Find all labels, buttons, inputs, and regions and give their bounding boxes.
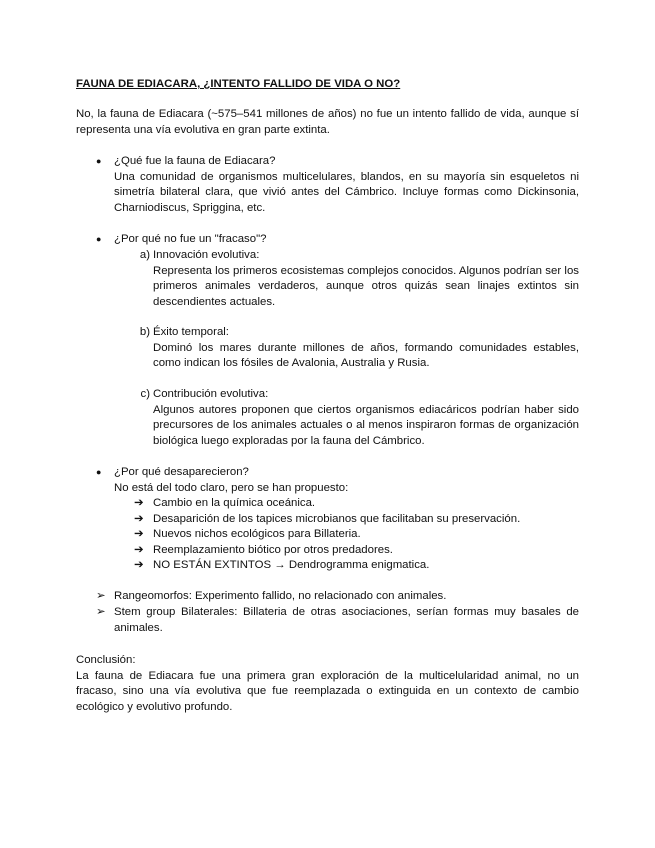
subitem-body: Algunos autores proponen que ciertos organismos ediacáricos podrían haber sido precursores de los animales actuales o al menos inspiraron formas de organización biológica luego exploradas por la fauna del Cámbrico. bbox=[153, 403, 579, 447]
arrow-right-icon: ➔ bbox=[134, 512, 144, 525]
subitem-body: Dominó los mares durante millones de años, formando comunidades estables, como indican los fósiles de Avalonia, Australia y Rusia. bbox=[153, 341, 579, 369]
subitem-label: c) bbox=[140, 388, 150, 400]
intro-paragraph: No, la fauna de Ediacara (~575–541 millones de años) no fue un intento fallido de vida, aunque sí representa una vía evolutiva en gran parte extinta. bbox=[76, 108, 579, 136]
conclusion-label: Conclusión: bbox=[76, 654, 136, 666]
arrow-item-text: Cambio en la química oceánica. bbox=[153, 497, 316, 509]
subitem-heading: Éxito temporal: bbox=[153, 326, 229, 338]
arrow-item-text: Reemplazamiento biótico por otros predadores. bbox=[153, 543, 393, 556]
subitem-body: Representa los primeros ecosistemas complejos conocidos. Algunos podrían ser los primeros animales verdaderos, aunque otros quizás sean linajes extintos sin descendientes actuales. bbox=[153, 264, 579, 308]
arrow-right-icon: ➔ bbox=[134, 497, 144, 509]
conclusion-body: La fauna de Ediacara fue una primera gran exploración de la multicelularidad animal, no un fracaso, sino una vía evolutiva que fue reemplazada o extinguida en un contexto de cambio ecológico y evolutivo profundo. bbox=[76, 669, 579, 713]
arrow-right-icon: ➔ bbox=[134, 528, 144, 540]
bullet-body: Una comunidad de organismos multicelulares, blandos, en su mayoría sin esqueletos ni simetría bilateral clara, que vivió antes del Cámbrico. Incluye formas como Dickinsonia, Charniodiscus, Spriggina, etc. bbox=[114, 170, 579, 214]
bullet-heading: ¿Por qué no fue un "fracaso"? bbox=[114, 233, 267, 245]
arrow-item-text: NO ESTÁN EXTINTOS → Dendrogramma enigmatica. bbox=[153, 559, 430, 571]
bullet-heading: ¿Por qué desaparecieron? bbox=[114, 466, 249, 478]
bullet-dot-icon: ● bbox=[96, 156, 102, 166]
triangle-arrow-icon: ➢ bbox=[96, 606, 106, 618]
subitem-heading: Innovación evolutiva: bbox=[153, 249, 260, 261]
subitem-label: b) bbox=[139, 326, 150, 338]
bullet-dot-icon: ● bbox=[96, 234, 102, 244]
arrow-right-icon: ➔ bbox=[134, 559, 144, 571]
triangle-arrow-icon: ➢ bbox=[96, 590, 106, 602]
arrow-item-text: Nuevos nichos ecológicos para Billateria. bbox=[153, 528, 361, 540]
arrow-item-text: Desaparición de los tapices microbianos que facilitaban su preservación. bbox=[153, 512, 521, 525]
bullet-dot-icon: ● bbox=[96, 467, 102, 477]
tri-item-text: Rangeomorfos: Experimento fallido, no relacionado con animales. bbox=[114, 590, 447, 602]
arrow-right-icon: ➔ bbox=[134, 543, 144, 556]
subitem-heading: Contribución evolutiva: bbox=[153, 388, 269, 400]
bullet-heading: ¿Qué fue la fauna de Ediacara? bbox=[114, 155, 276, 167]
document-title: FAUNA DE EDIACARA, ¿INTENTO FALLIDO DE VIDA O NO? bbox=[76, 78, 401, 90]
subitem-label: a) bbox=[139, 249, 150, 261]
bullet-body: No está del todo claro, pero se han propuesto: bbox=[114, 481, 349, 494]
tri-item-text: Stem group Bilaterales: Billateria de otras asociaciones, serían formas muy basales de animales. bbox=[114, 606, 579, 634]
